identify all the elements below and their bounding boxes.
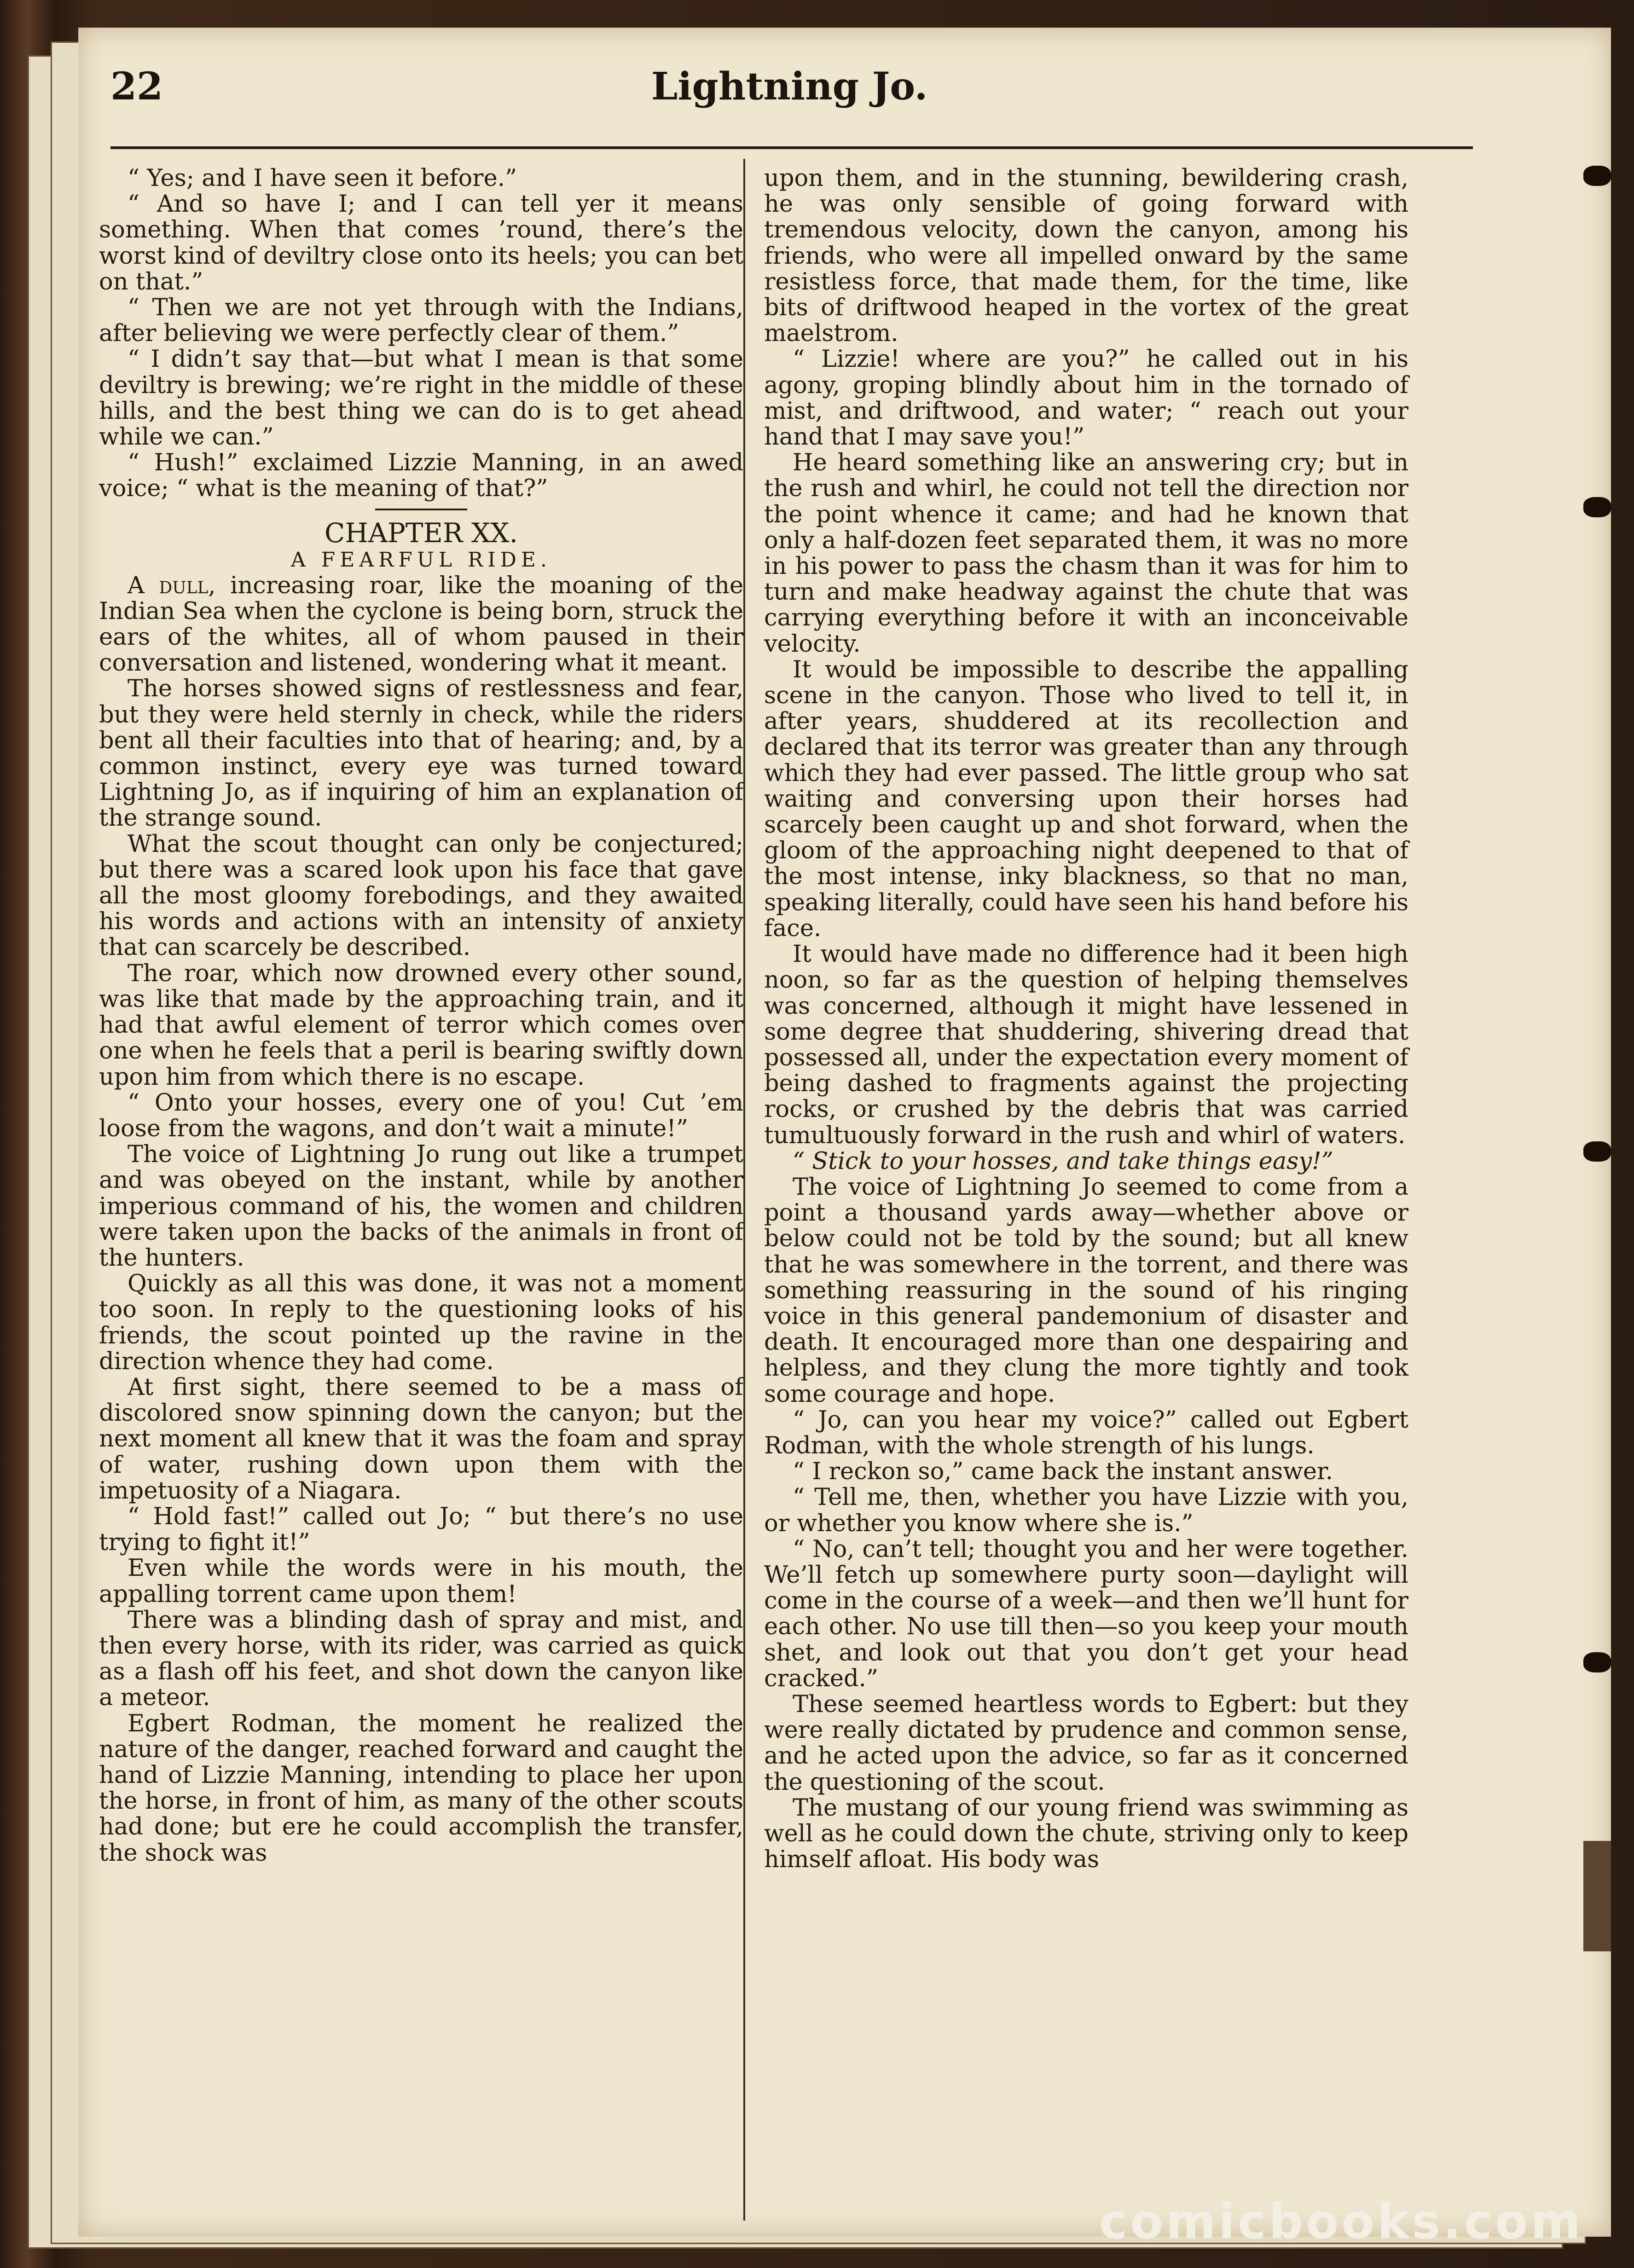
paragraph: “ And so have I; and I can tell yer it means something. When that comes ’round, there’s the worst kind of deviltry close onto its heels; you can bet on that.” <box>99 191 743 295</box>
paragraph: “ I reckon so,” came back the instant answer. <box>793 1458 1333 1486</box>
paragraph-text: increasing roar, like the moaning of the Indian Sea when the cyclone is being born, struck the ears of the whites, all of whom paused in their conversation and listened, wondering what it meant. <box>99 572 743 677</box>
left-column <box>99 166 743 1866</box>
watermark: comicbooks.com <box>1099 2193 1583 2250</box>
paragraph: “ No, can’t tell; thought you and her were together. We’ll fetch up somewhere purty soon—daylight will come in the course of a week—and then we’ll hunt for each other. No use till then—so you keep your mouth shet, and look out that you don’t get your head cracked.” <box>764 1535 1408 1692</box>
header-rule <box>110 146 1473 149</box>
paragraph: What the scout thought can only be conjectured; but there was a scared look upon his face that gave all the most gloomy forebodings, and they awaited his words and actions with an intensity of anxiety that can scarcely be described. <box>99 830 743 961</box>
paragraph: “ Tell me, then, whether you have Lizzie with you, or whether you know where she is.” <box>764 1484 1408 1537</box>
running-title: Lightning Jo. <box>651 64 928 109</box>
page-header <box>110 64 1468 120</box>
binding-hole <box>1583 497 1611 517</box>
paragraph: “ Jo, can you hear my voice?” called out Egbert Rodman, with the whole strength of his lungs. <box>764 1406 1408 1459</box>
paragraph: The horses showed signs of restlessness and fear, but they were held sternly in check, while the riders bent all their faculties into that of hearing; and, by a common instinct, every eye was turned toward Lightning Jo, as if inquiring of him an explanation of the strange sound. <box>99 675 743 832</box>
binding-hole <box>1583 1141 1611 1162</box>
paragraph: There was a blinding dash of spray and mist, and then every horse, with its rider, was carried as quick as a flash off his feet, and shot down the canyon like a meteor. <box>99 1606 743 1712</box>
paragraph: The voice of Lightning Jo rung out like a trumpet and was obeyed on the instant, while by another imperious command of his, the women and children were taken upon the backs of the animals in front of the hunters. <box>99 1141 743 1272</box>
binding-hole <box>1583 1652 1611 1672</box>
page-tear <box>1583 1841 1611 1951</box>
chapter-subtitle: A FEARFUL RIDE. <box>290 548 552 572</box>
paragraph: “ Hush!” exclaimed Lizzie Manning, in an awed voice; “ what is the meaning of that?” <box>99 449 743 503</box>
paragraph: Egbert Rodman, the moment he realized the nature of the danger, reached forward and caught the hand of Lizzie Manning, intending to place her upon the horse, in front of him, as many of the other scouts had done; but ere he could accomplish the transfer, the shock was <box>99 1710 743 1867</box>
column-divider <box>743 159 745 2221</box>
paragraph <box>99 573 743 677</box>
paragraph: It would be impossible to describe the appalling scene in the canyon. Those who lived to tell it, in after years, shuddered at its recollection and declared that its terror was greater than any through which they had ever passed. The little group who sat waiting and conversing upon their horses had scarcely been caught up and shot forward, when the gloom of the approaching night deepened to that of the most intense, inky blackness, so that no man, speaking literally, could have seen his hand before his face. <box>764 656 1408 942</box>
paragraph: “ Yes; and I have seen it before.” <box>127 165 517 192</box>
binding-hole <box>1583 166 1611 186</box>
paragraph: Even while the words were in his mouth, the appalling torrent came upon them! <box>99 1555 743 1608</box>
paragraph: “ Then we are not yet through with the Indians, after believing we were perfectly clear of them.” <box>99 294 743 347</box>
paragraph: “ Stick to your hosses, and take things easy!” <box>793 1147 1333 1175</box>
chapter-heading: CHAPTER XX. <box>324 517 518 549</box>
paragraph: At first sight, there seemed to be a mass of discolored snow spinning down the canyon; but the next moment all knew that it was the foam and spray of water, rushing down upon them with the impetuosity of a Niagara. <box>99 1373 743 1504</box>
right-column <box>764 166 1408 1873</box>
paragraph: The mustang of our young friend was swimming as well as he could down the chute, striving only to keep himself afloat. His body was <box>764 1794 1408 1874</box>
paragraph: “ Hold fast!” called out Jo; “ but there’s no use trying to fight it!” <box>99 1503 743 1556</box>
paragraph: These seemed heartless words to Egbert: but they were really dictated by prudence and common sense, and he acted upon the advice, so far as it concerned the questioning of the scout. <box>764 1690 1408 1796</box>
paragraph: The roar, which now drowned every other sound, was like that made by the approaching train, and it had that awful element of terror which comes over one when he feels that a peril is bearing swiftly down upon him from which there is no escape. <box>99 960 743 1091</box>
paragraph: Quickly as all this was done, it was not a moment too soon. In reply to the questioning looks of his friends, the scout pointed up the ravine in the direction whence they had come. <box>99 1270 743 1375</box>
page-number: 22 <box>110 64 163 109</box>
section-rule <box>375 509 467 510</box>
paragraph: “ Onto your hosses, every one of you! Cut ’em loose from the wagons, and don’t wait a minute!” <box>99 1089 743 1142</box>
paragraph: He heard something like an answering cry; but in the rush and whirl, he could not tell the direction nor the point whence it came; and had he known that only a half-dozen feet separated them, it was no more in his power to pass the chasm than it was for him to turn and make headway against the chute that was carrying everything before it with an inconceivable velocity. <box>764 449 1408 658</box>
paragraph: upon them, and in the stunning, bewildering crash, he was only sensible of going forward with tremendous velocity, down the canyon, among his friends, who were all impelled onward by the same resistless force, that made them, for the time, like bits of driftwood heaped in the vortex of the great maelstrom. <box>764 165 1408 347</box>
paragraph: It would have made no difference had it been high noon, so far as the question of helping themselves was concerned, although it might have lessened in some degree that shuddering, shivering dread that possessed all, under the expectation every moment of being dashed to fragments against the projecting rocks, or crushed by the debris that was carried tumultuously forward in the rush and whirl of waters. <box>764 941 1408 1149</box>
lead-in: A dull, <box>127 572 216 599</box>
paragraph: The voice of Lightning Jo seemed to come from a point a thousand yards away—whether above or below could not be told by the sound; but all knew that he was somewhere in the torrent, and there was something reassuring in the sound of his ringing voice in this general pandemonium of disaster and death. It encouraged more than one despairing and helpless, and they clung the more tightly and took some courage and hope. <box>764 1173 1408 1408</box>
paragraph: “ Lizzie! where are you?” he called out in his agony, groping blindly about him in the tornado of mist, and driftwood, and water; “ reach out your hand that I may save you!” <box>764 346 1408 451</box>
paragraph: “ I didn’t say that—but what I mean is that some deviltry is brewing; we’re right in the middle of these hills, and the best thing we can do is to get ahead while we can.” <box>99 346 743 451</box>
